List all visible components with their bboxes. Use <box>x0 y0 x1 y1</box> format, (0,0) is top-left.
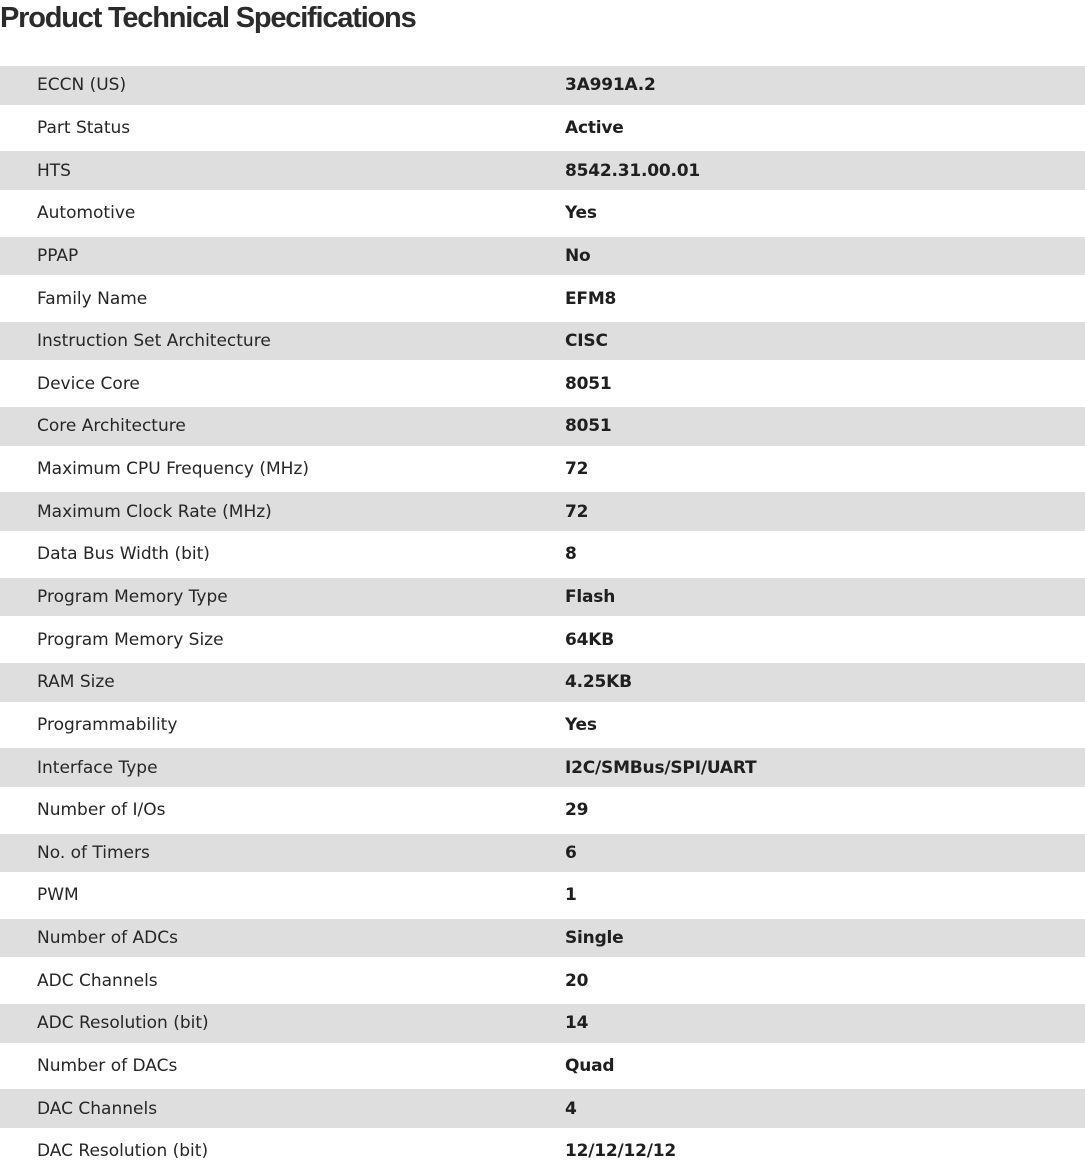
spec-value: 1 <box>565 885 577 906</box>
spec-row-device-core <box>0 362 1085 405</box>
spec-label: ADC Resolution (bit) <box>37 1013 209 1034</box>
spec-row-pwm <box>0 874 1085 917</box>
spec-value: 29 <box>565 800 589 821</box>
spec-row-family-name <box>0 277 1085 320</box>
page-title: Product Technical Specifications <box>0 2 416 34</box>
spec-label: Number of ADCs <box>37 928 178 949</box>
spec-label: PWM <box>37 885 79 906</box>
spec-label: Core Architecture <box>37 416 186 437</box>
spec-row-number-of-timers <box>0 832 1085 875</box>
spec-label: Programmability <box>37 714 178 735</box>
spec-label: Part Status <box>37 117 131 138</box>
spec-row-number-of-ios <box>0 789 1085 832</box>
spec-row-dac-channels <box>0 1087 1085 1130</box>
spec-value: 12/12/12/12 <box>565 1141 677 1162</box>
spec-row-number-of-dacs <box>0 1045 1085 1088</box>
spec-row-eccn-us <box>0 64 1085 107</box>
spec-label: Number of I/Os <box>37 800 166 821</box>
spec-row-programmability <box>0 704 1085 747</box>
spec-row-data-bus-width <box>0 533 1085 576</box>
spec-value: Yes <box>565 203 597 224</box>
spec-row-hts <box>0 149 1085 192</box>
specifications-table <box>0 64 1085 1173</box>
spec-value: EFM8 <box>565 288 617 309</box>
spec-label: HTS <box>37 160 71 181</box>
spec-label: Data Bus Width (bit) <box>37 544 210 565</box>
spec-row-interface-type <box>0 746 1085 789</box>
spec-value: 3A991A.2 <box>565 75 656 96</box>
spec-label: Family Name <box>37 288 148 309</box>
spec-row-automotive <box>0 192 1085 235</box>
spec-row-adc-resolution <box>0 1002 1085 1045</box>
spec-value: I2C/SMBus/SPI/UART <box>565 757 757 778</box>
spec-label: Maximum CPU Frequency (MHz) <box>37 459 309 480</box>
spec-row-ram-size <box>0 661 1085 704</box>
spec-value: 8051 <box>565 416 612 437</box>
spec-row-number-of-adcs <box>0 917 1085 960</box>
spec-value: 14 <box>565 1013 589 1034</box>
spec-label: ADC Channels <box>37 970 158 991</box>
spec-row-part-status <box>0 107 1085 150</box>
spec-value: 4.25KB <box>565 672 632 693</box>
spec-value: No <box>565 245 591 266</box>
spec-value: 8542.31.00.01 <box>565 160 701 181</box>
spec-label: DAC Resolution (bit) <box>37 1141 209 1162</box>
spec-label: Maximum Clock Rate (MHz) <box>37 501 272 522</box>
spec-row-instruction-set-architecture <box>0 320 1085 363</box>
spec-row-max-cpu-frequency <box>0 448 1085 491</box>
spec-value: 72 <box>565 501 589 522</box>
spec-value: 8051 <box>565 373 612 394</box>
spec-label: ECCN (US) <box>37 75 127 96</box>
spec-value: 8 <box>565 544 577 565</box>
spec-value: 20 <box>565 970 589 991</box>
spec-label: Device Core <box>37 373 140 394</box>
spec-row-ppap <box>0 235 1085 278</box>
spec-value: Single <box>565 928 624 949</box>
spec-label: Instruction Set Architecture <box>37 331 271 352</box>
spec-value: Active <box>565 117 624 138</box>
spec-label: Program Memory Type <box>37 587 228 607</box>
spec-label: Program Memory Size <box>37 629 224 650</box>
spec-value: 6 <box>565 842 577 863</box>
spec-value: Yes <box>565 714 597 735</box>
spec-label: RAM Size <box>37 672 115 693</box>
spec-label: No. of Timers <box>37 842 150 863</box>
spec-row-program-memory-size <box>0 618 1085 661</box>
spec-row-dac-resolution <box>0 1130 1085 1173</box>
spec-label: Number of DACs <box>37 1056 178 1077</box>
spec-label: Interface Type <box>37 757 158 778</box>
spec-value: Quad <box>565 1056 615 1077</box>
spec-value: Flash <box>565 587 616 607</box>
spec-row-core-architecture <box>0 405 1085 448</box>
spec-label: Automotive <box>37 203 136 224</box>
spec-row-adc-channels <box>0 959 1085 1002</box>
spec-value: CISC <box>565 331 608 352</box>
spec-value: 72 <box>565 459 589 480</box>
spec-row-program-memory-type <box>0 576 1085 619</box>
spec-value: 64KB <box>565 629 614 650</box>
spec-label: DAC Channels <box>37 1098 158 1119</box>
spec-label: PPAP <box>37 245 79 266</box>
spec-row-max-clock-rate <box>0 490 1085 533</box>
spec-value: 4 <box>565 1098 577 1119</box>
